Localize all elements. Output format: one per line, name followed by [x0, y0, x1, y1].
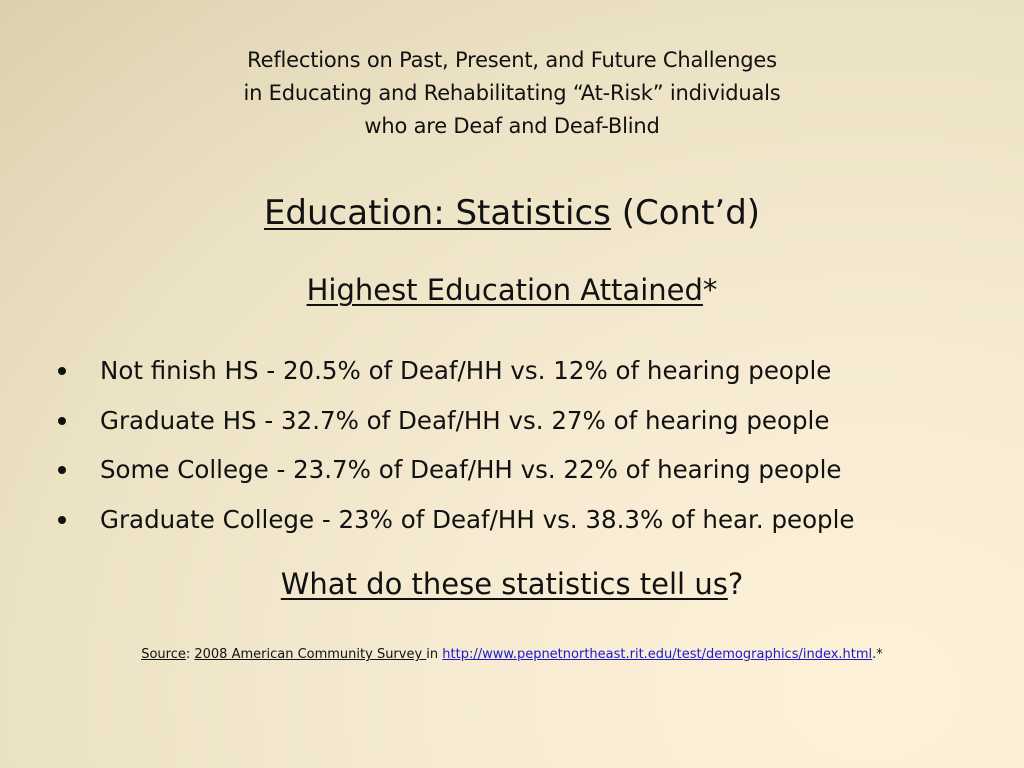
bullet-list [56, 346, 855, 544]
source-citation [0, 646, 1024, 664]
bullet-icon [58, 367, 66, 375]
slide-question [0, 564, 1024, 604]
source-label: Source [141, 647, 186, 662]
header-line-2: in Educating and Rehabilitating “At-Risk” individuals [243, 81, 781, 105]
source-link[interactable]: http://www.pepnetnortheast.rit.edu/test/demographics/index.html [442, 647, 873, 662]
source-survey: 2008 American Community Survey [194, 647, 427, 662]
slide-subtitle [0, 270, 1024, 310]
question-underlined: What do these statistics tell us [280, 567, 728, 601]
slide-title [0, 190, 1024, 236]
source-end: .* [872, 647, 883, 662]
bullet-text: Graduate College - 23% of Deaf/HH vs. 38.3% of hear. people [100, 504, 855, 534]
title-underlined: Education: Statistics [263, 193, 611, 233]
question-suffix: ? [727, 567, 744, 601]
bullet-text: Not finish HS - 20.5% of Deaf/HH vs. 12% of hearing people [100, 356, 832, 385]
header-line-1: Reflections on Past, Present, and Future Challenges [247, 48, 777, 72]
title-rest: (Cont’d) [610, 193, 761, 233]
subtitle-suffix: * [702, 273, 718, 307]
bullet-item [56, 346, 855, 396]
bullet-item [56, 396, 855, 446]
subtitle-underlined: Highest Education Attained [306, 273, 703, 307]
bullet-icon [58, 466, 66, 474]
bullet-item [56, 495, 855, 545]
slide-header [0, 44, 1024, 143]
source-colon: : [185, 647, 195, 662]
header-line-3: who are Deaf and Deaf-Blind [364, 114, 660, 138]
bullet-icon [58, 516, 66, 524]
bullet-text: Some College - 23.7% of Deaf/HH vs. 22% of hearing people [100, 455, 842, 484]
bullet-item [56, 445, 855, 495]
bullet-icon [58, 417, 66, 425]
bullet-text: Graduate HS - 32.7% of Deaf/HH vs. 27% of hearing people [100, 405, 830, 435]
source-in: in [426, 647, 443, 662]
